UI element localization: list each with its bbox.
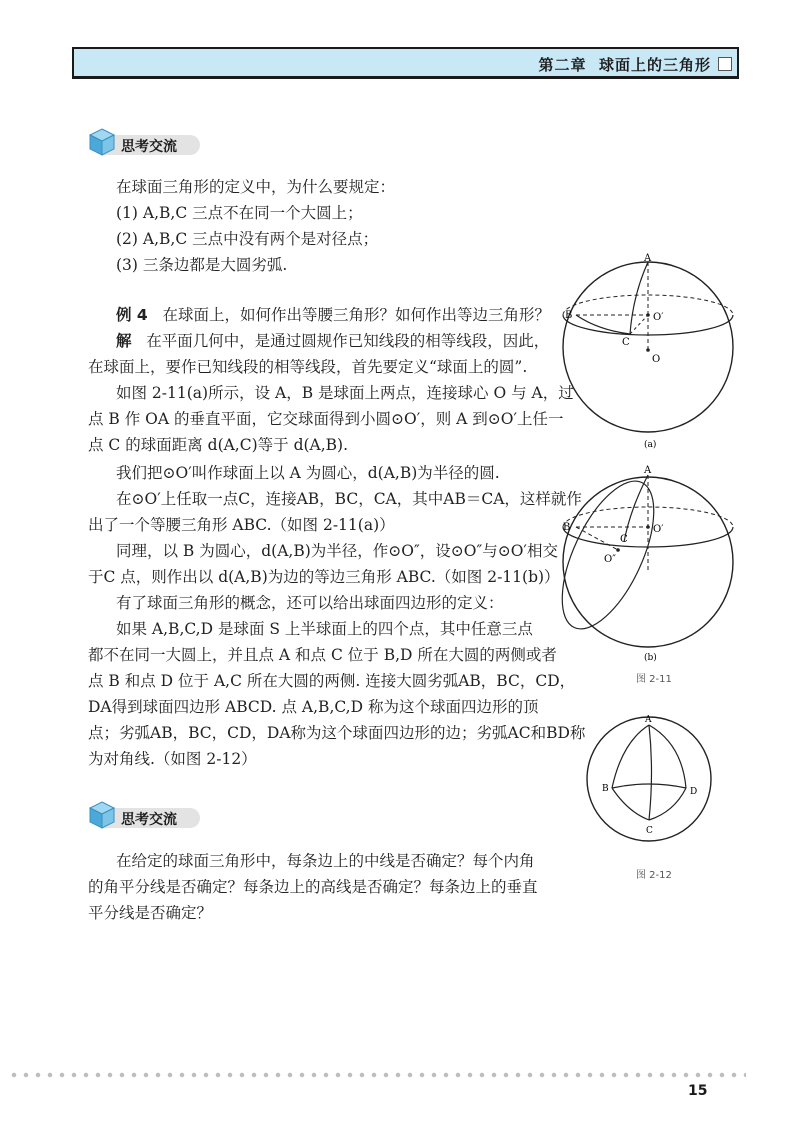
figure-2-11a — [558, 250, 738, 450]
point-label-O-prime: O′ — [653, 312, 664, 323]
footer-dotted-divider — [8, 1072, 746, 1078]
think1-line-2: (1) A,B,C 三点不在同一个大圆上； — [116, 204, 363, 222]
point-label-C: C — [620, 534, 628, 545]
point-label-A: A — [644, 253, 652, 264]
point-label-C: C — [622, 337, 630, 348]
think-exchange-title: 思考交流 — [121, 139, 177, 155]
point-label-A: A — [645, 715, 652, 725]
figure-2-11-caption: 图 2-11 — [636, 674, 672, 685]
figure-b-label: (b) — [644, 653, 657, 663]
cube-icon — [88, 800, 116, 830]
think-exchange-tag — [88, 127, 200, 159]
point-label-B: B — [602, 784, 609, 794]
figure-2-11b — [558, 460, 738, 685]
point-label-O: O — [652, 354, 661, 365]
point-label-B: B — [565, 310, 573, 321]
point-label-O-prime: O′ — [653, 524, 664, 535]
chapter-header — [72, 47, 739, 79]
figure-2-12 — [582, 712, 717, 847]
example-line-10: 于C 点，则作出以 d(A,B)为边的等边三角形 ABC.（如图 2-11(b)） — [88, 568, 560, 586]
point-label-C: C — [646, 826, 653, 836]
example-line-15: DA得到球面四边形 ABCD. 点 A,B,C,D 称为这个球面四边形的顶 — [88, 698, 539, 716]
point-label-B: B — [563, 522, 571, 533]
think2-line-2: 的角平分线是否确定？每条边上的高线是否确定？每条边上的垂直 — [88, 878, 538, 896]
example-line-7: 在⊙O′上任取一点C，连接AB，BC，CA，其中AB＝CA，这样就作 — [116, 490, 582, 508]
think1-line-1: 在球面三角形的定义中，为什么要规定： — [116, 178, 396, 196]
example-line-9: 同理，以 B 为圆心，d(A,B)为半径，作⊙O″，设⊙O″与⊙O′相交 — [116, 542, 558, 560]
figure-a-label: (a) — [644, 440, 657, 450]
point-label-A: A — [644, 465, 652, 476]
example-line-8: 出了一个等腰三角形 ABC.（如图 2-11(a)） — [88, 516, 395, 534]
example-line-6: 我们把⊙O′叫作球面上以 A 为圆心，d(A,B)为半径的圆. — [116, 464, 500, 482]
think2-line-3: 平分线是否确定？ — [88, 904, 213, 922]
example-line-1: 解 在平面几何中，是通过圆规作已知线段的相等线段，因此， — [116, 332, 550, 350]
example-line-16: 点；劣弧AB，BC，CD，DA称为这个球面四边形的边；劣弧AC和BD称 — [88, 724, 586, 742]
think2-line-1: 在给定的球面三角形中，每条边上的中线是否确定？每个内角 — [116, 852, 535, 870]
example-line-12: 如果 A,B,C,D 是球面 S 上半球面上的四个点，其中任意三点 — [116, 620, 533, 638]
example-line-4: 点 B 作 OA 的垂直平面，它交球面得到小圆⊙O′，则 A 到⊙O′上任一 — [88, 410, 564, 428]
think-exchange-title-2: 思考交流 — [121, 812, 177, 828]
example-line-2: 在球面上，要作已知线段的相等线段，首先要定义“球面上的圆”. — [88, 358, 528, 376]
example-line-5: 点 C 的球面距离 d(A,C)等于 d(A,B). — [88, 436, 349, 454]
think1-line-4: (3) 三条边都是大圆劣弧. — [116, 256, 288, 274]
think1-line-3: (2) A,B,C 三点中没有两个是对径点； — [116, 230, 379, 248]
example-line-13: 都不在同一大圆上，并且点 A 和点 C 位于 B,D 所在大圆的两侧或者 — [88, 646, 557, 664]
example-line-3: 如图 2-11(a)所示，设 A，B 是球面上两点，连接球心 O 与 A，过 — [116, 384, 574, 402]
example-line-14: 点 B 和点 D 位于 A,C 所在大圆的两侧. 连接大圆劣弧AB，BC，CD， — [88, 672, 576, 690]
think-exchange-tag-2 — [88, 800, 200, 832]
example-question: 例 4 在球面上，如何作出等腰三角形？如何作出等边三角形？ — [116, 306, 550, 324]
example-line-17: 为对角线.（如图 2-12） — [88, 750, 257, 768]
figure-2-12-caption: 图 2-12 — [636, 870, 672, 881]
page-number: 15 — [688, 1083, 708, 1099]
header-square-icon — [718, 57, 732, 71]
point-label-O-double-prime: O″ — [604, 554, 616, 565]
cube-icon — [88, 127, 116, 157]
point-label-D: D — [690, 787, 698, 797]
chapter-header-text: 第二章 球面上的三角形 — [538, 56, 711, 74]
example-line-11: 有了球面三角形的概念，还可以给出球面四边形的定义： — [116, 594, 504, 612]
